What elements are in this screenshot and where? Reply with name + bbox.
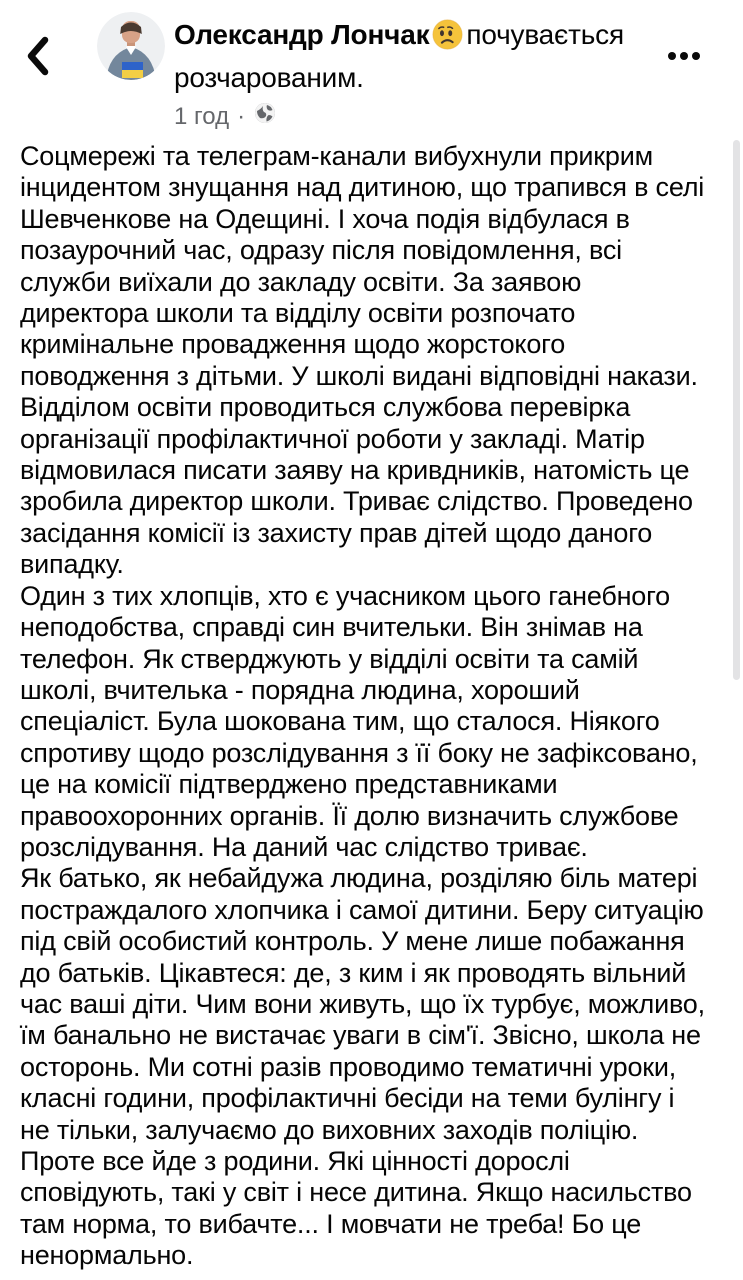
post-text-line: школі, вчителька - порядна людина, хороший	[20, 674, 580, 705]
post-text-line: класні години, профілактичні бесіди на теми булінгу і	[20, 1083, 675, 1114]
profile-photo-icon	[97, 67, 165, 80]
post-text-line: Проте все йде з родини. Які цінності дорослі	[20, 1146, 570, 1176]
post-text-line: постраждалого хлопчика і самої дитини. Беру ситуацію	[20, 894, 704, 925]
post-text-line: кримінальне провадження щодо жорстокого	[20, 329, 566, 360]
post-text-line: Соцмережі та телеграм-канали вибухнули прикрим	[20, 141, 653, 171]
post-text-line: випадку.	[20, 549, 124, 580]
post-text-line: позаурочний час, одразу після повідомлення, всі	[20, 235, 622, 266]
ellipsis-dot	[692, 52, 700, 60]
disappointed-face-emoji	[432, 19, 463, 59]
ellipsis-dot	[680, 52, 688, 60]
meta-separator: ·	[237, 103, 246, 130]
post-text	[0, 141, 743, 1272]
avatar[interactable]	[97, 12, 165, 80]
post-text-line: телефон. Як стверджують у відділі освіти та самій	[20, 643, 639, 674]
post-text-line: поводження з дітьми. У школі видані відповідні накази.	[20, 360, 698, 391]
name-line	[174, 16, 679, 96]
author-name[interactable]: Олександр Лончак	[174, 19, 430, 50]
post-text-line: спеціаліст. Була шокована тим, що сталося. Ніякого	[20, 706, 660, 737]
more-options-button[interactable]	[666, 46, 702, 66]
header-text	[174, 16, 679, 133]
post-text-line: зробила директор школи. Триває слідство. Проведено	[20, 486, 693, 517]
globe-public-icon	[253, 101, 277, 133]
post-text-line: осторонь. Ми сотні разів проводимо тематичні уроки,	[20, 1051, 677, 1082]
post-text-line: Відділом освіти проводиться службова перевірка	[20, 392, 631, 423]
post-text-line: правоохоронних органів. Її долю визначить службове	[20, 800, 679, 831]
post-text-line: директора школи та відділу освіти розпочато	[20, 298, 576, 329]
post-text-line: служби виїхали до закладу освіти. За заявою	[20, 266, 582, 297]
post-text-line: спротиву щодо розслідування з її боку не зафіксовано,	[20, 737, 698, 768]
post-text-line: не тільки, залучаємо до виховних заходів поліцію.	[20, 1114, 639, 1145]
post-header	[0, 0, 743, 138]
post-text-line: засідання комісії із захисту прав дітей щодо даного	[20, 517, 653, 548]
post-text-line: їм банально не вистачає уваги в сім'ї. Звісно, школа не	[20, 1020, 701, 1051]
back-button[interactable]	[20, 36, 54, 80]
post-text-line: організації профілактичної роботи у закладі. Матір	[20, 423, 645, 454]
post-text-line: час ваші діти. Чим вони живуть, що їх турбує, можливо,	[20, 988, 705, 1019]
post-text-line: ненормально.	[20, 1240, 194, 1271]
scrollbar[interactable]	[733, 140, 740, 680]
feeling-status: почувається розчарованим.	[174, 19, 624, 93]
post-text-line: інцидентом знущання над дитиною, що трапився в селі	[20, 172, 705, 203]
chevron-left-icon	[24, 36, 50, 81]
post-text-line: Один з тих хлопців, хто є учасником цього ганебного	[20, 580, 670, 611]
post-text-line: Як батько, як небайдужа людина, розділяю біль матері	[20, 863, 698, 894]
post-text-line: відмовилася писати заяву на кривдників, натомість це	[20, 455, 690, 486]
timestamp[interactable]: 1 год	[174, 103, 230, 130]
post-text-line: Шевченкове на Одещині. І хоча подія відбулася в	[20, 203, 630, 234]
post-text-line: під свій особистий контроль. У мене лише побажання	[20, 926, 685, 957]
post-text-line: розслідування. На даний час слідство триває.	[20, 831, 588, 862]
post-text-line: неподобства, справді син вчительки. Він знімав на	[20, 612, 643, 643]
post-text-line: сповідують, такі у світ і несе дитина. Якщо насильство	[20, 1177, 692, 1208]
post-text-line: це на комісії підтверджено представниками	[20, 769, 558, 800]
post-meta	[174, 101, 679, 133]
post-text-line: до батьків. Цікавтеся: де, з ким і як проводять вільний	[20, 957, 687, 988]
post-text-line: там норма, то вибачте... І мовчати не треба! Бо це	[20, 1208, 642, 1239]
ellipsis-dot	[668, 52, 676, 60]
